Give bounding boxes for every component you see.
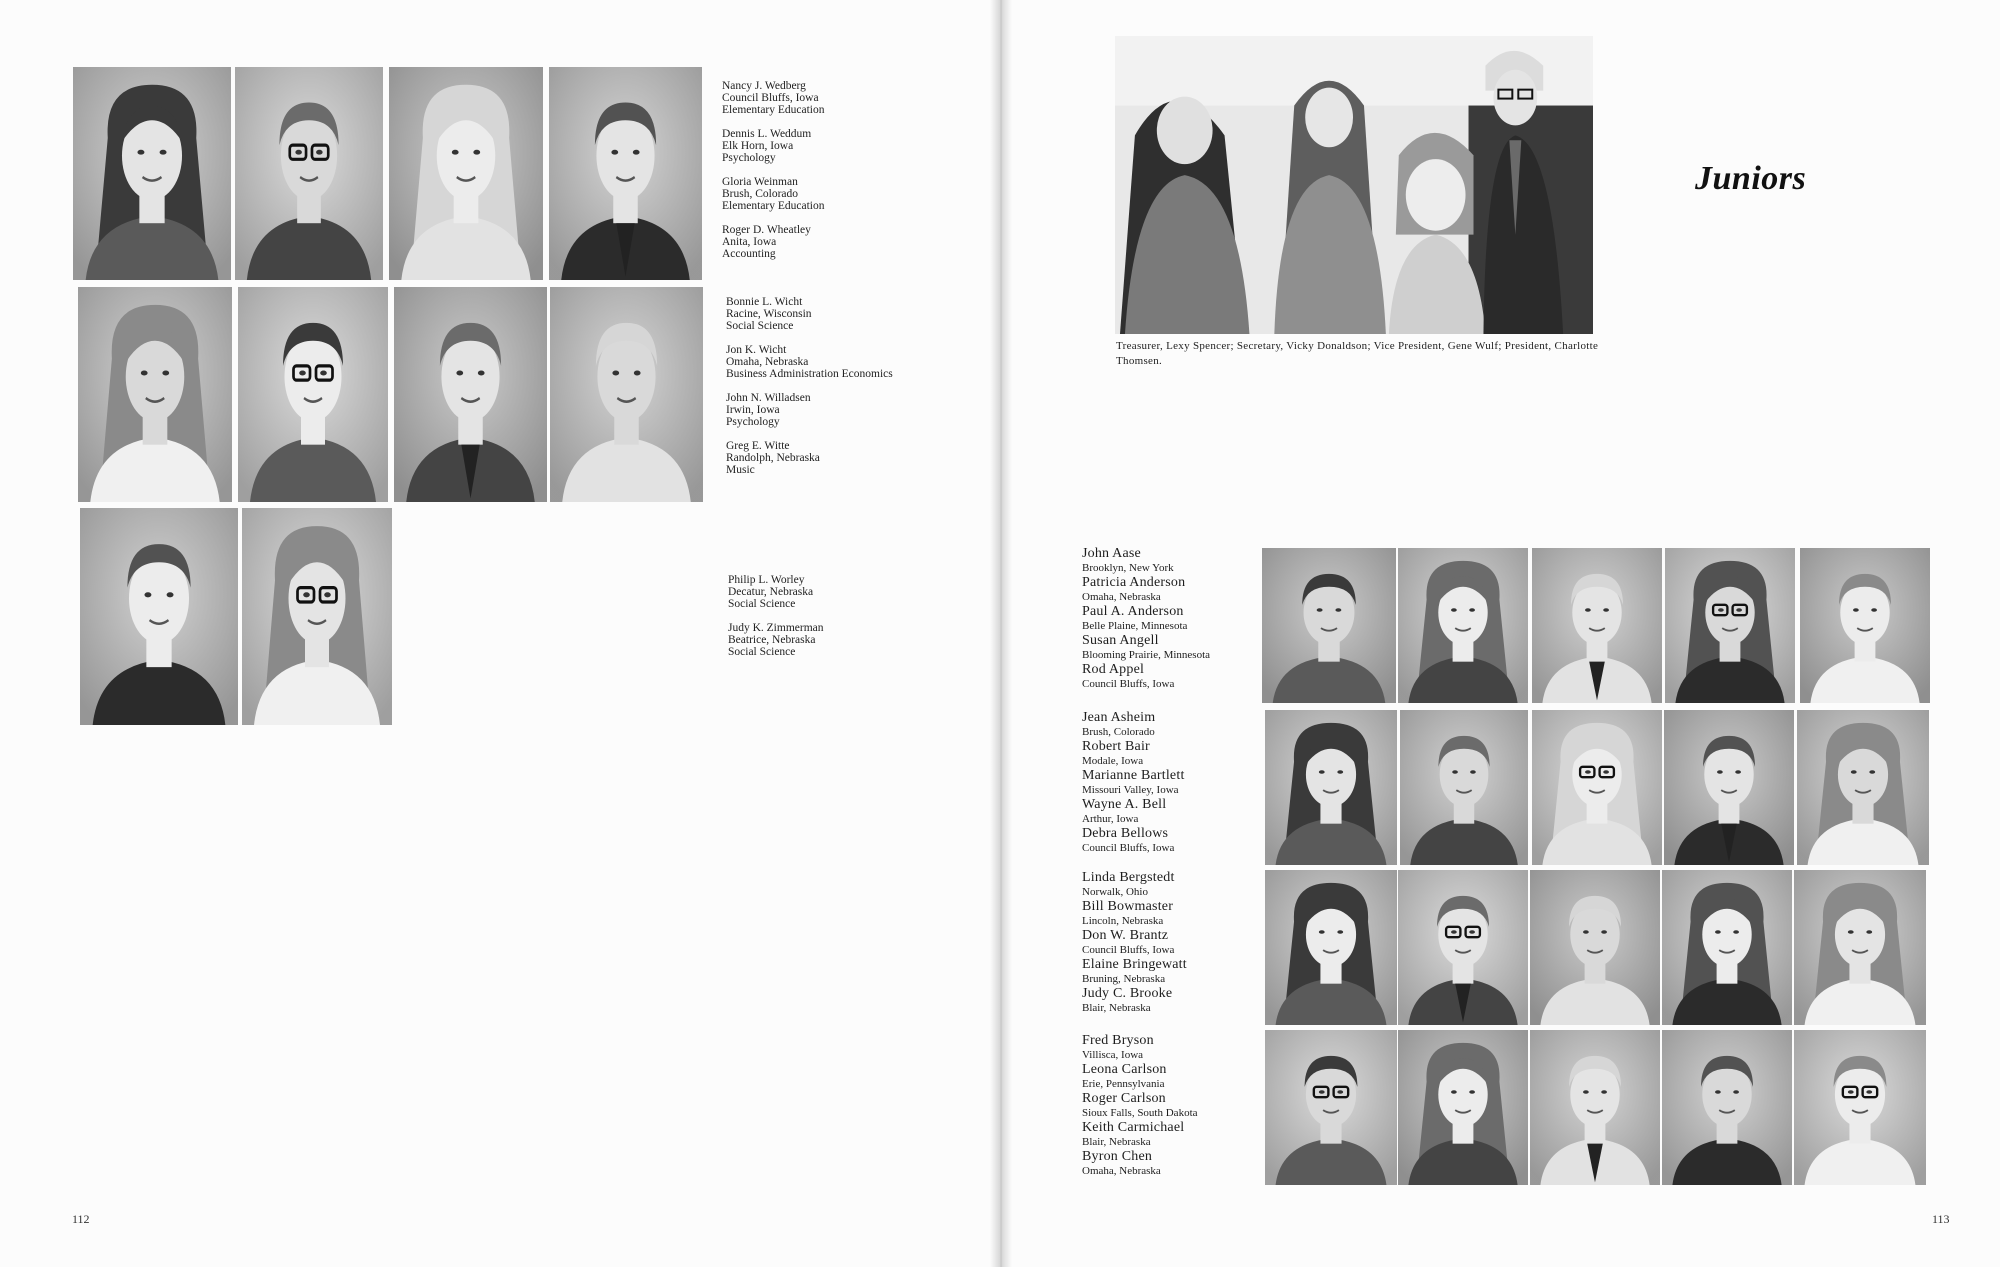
- junior-name: Paul A. Anderson: [1082, 604, 1184, 619]
- junior-caption-group-2: [1082, 710, 1185, 855]
- book-gutter: [990, 0, 1012, 1267]
- senior-caption: [726, 296, 896, 332]
- senior-caption: [726, 344, 896, 380]
- junior-caption-group-3: [1082, 870, 1187, 1015]
- junior-caption-group-4: [1082, 1033, 1198, 1178]
- junior-caption: [1082, 710, 1185, 739]
- portrait-photo: [1794, 870, 1926, 1025]
- senior-name: Philip L. Worley: [728, 574, 805, 586]
- junior-caption-group-1: [1082, 546, 1210, 691]
- portrait-photo: [1662, 1030, 1792, 1185]
- junior-caption: [1082, 826, 1185, 855]
- senior-caption: [728, 622, 824, 658]
- portrait-photo: [1398, 548, 1528, 703]
- junior-hometown: Missouri Valley, Iowa: [1082, 784, 1179, 796]
- junior-hometown: Bruning, Nebraska: [1082, 973, 1166, 985]
- senior-name: Roger D. Wheatley: [722, 224, 811, 236]
- senior-caption: [726, 392, 896, 428]
- senior-hometown: Omaha, Nebraska: [726, 356, 809, 368]
- junior-caption: [1082, 797, 1185, 826]
- senior-hometown: Council Bluffs, Iowa: [722, 92, 819, 104]
- portrait-photo: [394, 287, 547, 502]
- junior-hometown: Lincoln, Nebraska: [1082, 915, 1164, 927]
- junior-caption: [1082, 986, 1187, 1015]
- junior-hometown: Arthur, Iowa: [1082, 813, 1139, 825]
- senior-caption-group-1: [722, 80, 825, 272]
- portrait-photo: [1797, 710, 1929, 865]
- senior-major: Music: [726, 464, 755, 476]
- junior-caption: [1082, 739, 1185, 768]
- senior-caption: [726, 440, 896, 476]
- junior-hometown: Brooklyn, New York: [1082, 562, 1174, 574]
- junior-caption: [1082, 1149, 1198, 1178]
- senior-major: Accounting: [722, 248, 776, 260]
- junior-name: Leona Carlson: [1082, 1062, 1167, 1077]
- junior-caption: [1082, 899, 1187, 928]
- portrait-photo: [1400, 710, 1528, 865]
- portrait-photo: [389, 67, 543, 280]
- portrait-photo: [1530, 870, 1660, 1025]
- portrait-photo: [1800, 548, 1930, 703]
- junior-caption: [1082, 928, 1187, 957]
- senior-name: Judy K. Zimmerman: [728, 622, 824, 634]
- senior-major: Psychology: [726, 416, 780, 428]
- junior-hometown: Council Bluffs, Iowa: [1082, 944, 1175, 956]
- junior-name: Keith Carmichael: [1082, 1120, 1185, 1135]
- junior-name: Fred Bryson: [1082, 1033, 1154, 1048]
- portrait-photo: [1262, 548, 1396, 703]
- senior-caption: [722, 128, 825, 164]
- junior-caption: [1082, 575, 1210, 604]
- senior-name: John N. Willadsen: [726, 392, 811, 404]
- junior-caption: [1082, 870, 1187, 899]
- junior-hometown: Erie, Pennsylvania: [1082, 1078, 1165, 1090]
- junior-caption: [1082, 1091, 1198, 1120]
- senior-caption: [722, 80, 825, 116]
- senior-major: Social Science: [726, 320, 794, 332]
- senior-hometown: Elk Horn, Iowa: [722, 140, 794, 152]
- senior-name: Nancy J. Wedberg: [722, 80, 806, 92]
- junior-hometown: Modale, Iowa: [1082, 755, 1144, 767]
- junior-name: Roger Carlson: [1082, 1091, 1166, 1106]
- senior-name: Dennis L. Weddum: [722, 128, 812, 140]
- portrait-photo: [1530, 1030, 1660, 1185]
- portrait-photo: [1794, 1030, 1926, 1185]
- junior-name: Jean Asheim: [1082, 710, 1156, 725]
- senior-hometown: Irwin, Iowa: [726, 404, 780, 416]
- senior-hometown: Beatrice, Nebraska: [728, 634, 816, 646]
- junior-hometown: Omaha, Nebraska: [1082, 1165, 1161, 1177]
- portrait-photo: [235, 67, 383, 280]
- senior-major: Psychology: [722, 152, 776, 164]
- junior-name: Susan Angell: [1082, 633, 1159, 648]
- senior-name: Jon K. Wicht: [726, 344, 787, 356]
- junior-name: Don W. Brantz: [1082, 928, 1169, 943]
- junior-hometown: Council Bluffs, Iowa: [1082, 842, 1175, 854]
- page-number-left: 112: [72, 1212, 90, 1226]
- senior-major: Social Science: [728, 598, 796, 610]
- portrait-photo: [550, 287, 703, 502]
- senior-hometown: Racine, Wisconsin: [726, 308, 812, 320]
- portrait-photo: [1532, 710, 1662, 865]
- portrait-photo: [1265, 710, 1397, 865]
- junior-caption: [1082, 546, 1210, 575]
- junior-name: Bill Bowmaster: [1082, 899, 1174, 914]
- senior-caption: [722, 224, 825, 260]
- junior-hometown: Omaha, Nebraska: [1082, 591, 1161, 603]
- junior-name: Rod Appel: [1082, 662, 1145, 677]
- junior-caption: [1082, 633, 1210, 662]
- junior-caption: [1082, 1062, 1198, 1091]
- senior-hometown: Anita, Iowa: [722, 236, 777, 248]
- junior-hometown: Blair, Nebraska: [1082, 1002, 1151, 1014]
- junior-hometown: Blooming Prairie, Minnesota: [1082, 649, 1211, 661]
- junior-caption: [1082, 1033, 1198, 1062]
- senior-major: Elementary Education: [722, 104, 825, 116]
- junior-hometown: Brush, Colorado: [1082, 726, 1155, 738]
- senior-hometown: Randolph, Nebraska: [726, 452, 820, 464]
- junior-hometown: Belle Plaine, Minnesota: [1082, 620, 1188, 632]
- junior-name: Debra Bellows: [1082, 826, 1169, 841]
- portrait-photo: [1398, 870, 1528, 1025]
- junior-hometown: Council Bluffs, Iowa: [1082, 678, 1175, 690]
- senior-name: Greg E. Witte: [726, 440, 790, 452]
- senior-caption-group-3: [728, 574, 824, 670]
- portrait-photo: [1662, 870, 1792, 1025]
- senior-caption: [722, 176, 825, 212]
- junior-name: Elaine Bringewatt: [1082, 957, 1187, 972]
- junior-name: Linda Bergstedt: [1082, 870, 1175, 885]
- junior-caption: [1082, 1120, 1198, 1149]
- senior-hometown: Brush, Colorado: [722, 188, 799, 200]
- junior-hometown: Sioux Falls, South Dakota: [1082, 1107, 1198, 1119]
- junior-name: Patricia Anderson: [1082, 575, 1186, 590]
- portrait-photo: [549, 67, 702, 280]
- portrait-photo: [1665, 548, 1795, 703]
- portrait-photo: [1265, 870, 1397, 1025]
- senior-major: Elementary Education: [722, 200, 825, 212]
- portrait-photo: [1398, 1030, 1528, 1185]
- portrait-photo: [1265, 1030, 1397, 1185]
- junior-name: Byron Chen: [1082, 1149, 1153, 1164]
- section-title: Juniors: [1695, 160, 1807, 197]
- junior-name: Marianne Bartlett: [1082, 768, 1185, 783]
- page-number-right: 113: [1932, 1212, 1950, 1226]
- senior-major: Social Science: [728, 646, 796, 658]
- junior-name: Robert Bair: [1082, 739, 1150, 754]
- junior-name: Judy C. Brooke: [1082, 986, 1173, 1001]
- junior-name: John Aase: [1082, 546, 1141, 561]
- officers-caption: Treasurer, Lexy Spencer; Secretary, Vicky Donaldson; Vice President, Gene Wulf; President, Charlotte Thomsen.: [1116, 340, 1599, 367]
- senior-caption-group-2: [726, 296, 896, 488]
- junior-hometown: Norwalk, Ohio: [1082, 886, 1148, 898]
- senior-caption: [728, 574, 824, 610]
- senior-name: Bonnie L. Wicht: [726, 296, 803, 308]
- junior-caption: [1082, 768, 1185, 797]
- junior-hometown: Villisca, Iowa: [1082, 1049, 1144, 1061]
- senior-major: Business Administration Economics: [726, 368, 893, 380]
- portrait-photo: [73, 67, 231, 280]
- junior-caption: [1082, 957, 1187, 986]
- senior-hometown: Decatur, Nebraska: [728, 586, 814, 598]
- portrait-photo: [242, 508, 392, 725]
- portrait-photo: [80, 508, 238, 725]
- junior-caption: [1082, 604, 1210, 633]
- junior-name: Wayne A. Bell: [1082, 797, 1167, 812]
- senior-name: Gloria Weinman: [722, 176, 798, 188]
- portrait-photo: [1664, 710, 1794, 865]
- portrait-photo: [78, 287, 232, 502]
- portrait-photo: [1532, 548, 1662, 703]
- junior-hometown: Blair, Nebraska: [1082, 1136, 1151, 1148]
- officers-group-photo: [1115, 36, 1593, 334]
- junior-caption: [1082, 662, 1210, 691]
- portrait-photo: [238, 287, 388, 502]
